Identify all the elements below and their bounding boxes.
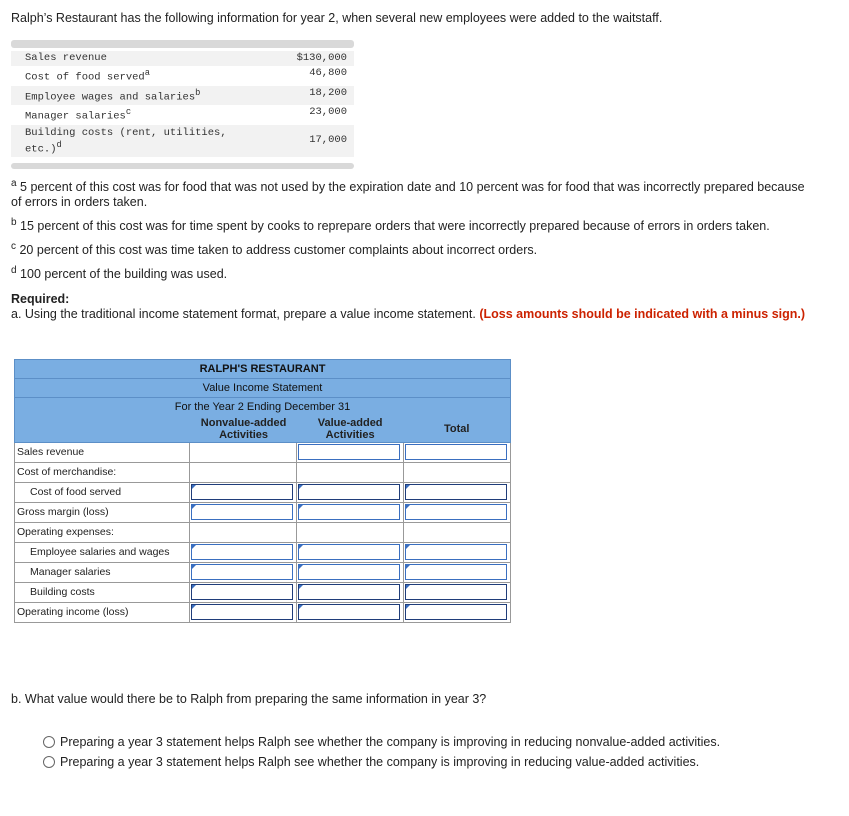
data-row xyxy=(11,105,354,125)
part-a-instruction: a. Using the traditional income statement format, prepare a value income statement. (Loss amounts should be indicated with a minus sign.) xyxy=(11,307,806,321)
employee-wages-value-input[interactable] xyxy=(298,544,400,560)
data-table-top-bar xyxy=(11,40,354,48)
column-headers xyxy=(15,416,510,442)
operating-income-total-input[interactable] xyxy=(405,604,507,620)
value-income-statement xyxy=(14,359,511,623)
data-row-label: Building costs (rent, utilities, etc.)$^d$ xyxy=(25,126,227,155)
data-row-value: $130,000 xyxy=(296,52,347,64)
row-label: Operating expenses: xyxy=(14,523,190,542)
part-b-question: b. What value would there be to Ralph from preparing the same information in year 3? xyxy=(11,692,487,706)
employee-wages-nonvalue-input[interactable] xyxy=(191,544,293,560)
row-label: Manager salaries xyxy=(14,563,190,582)
manager-salaries-total-input[interactable] xyxy=(405,564,507,580)
option-label: Preparing a year 3 statement helps Ralph see whether the company is improving in reducing nonvalue-added activities. xyxy=(60,735,721,749)
table-row xyxy=(14,443,511,463)
gross-margin-nonvalue-input[interactable] xyxy=(191,504,293,520)
data-row-label: Employee wages and salaries$^b$ xyxy=(25,87,201,103)
table-row xyxy=(14,463,511,483)
building-costs-value-input[interactable] xyxy=(298,584,400,600)
building-costs-total-input[interactable] xyxy=(405,584,507,600)
footnote: $^c$ 20 percent of this cost was time taken to address customer complaints about incorrect orders. xyxy=(11,241,538,258)
sales-revenue-value-added-input[interactable] xyxy=(298,444,400,460)
statement-title: Value Income Statement xyxy=(15,379,510,398)
option-nonvalue-added[interactable] xyxy=(43,735,720,749)
operating-income-nonvalue-input[interactable] xyxy=(191,604,293,620)
food-cost-value-input[interactable] xyxy=(298,484,400,500)
radio-button[interactable] xyxy=(43,736,55,748)
option-label: Preparing a year 3 statement helps Ralph see whether the company is improving in reducing value-added activities. xyxy=(60,755,700,769)
part-b-options xyxy=(43,735,720,775)
data-table xyxy=(11,40,354,169)
data-table-bottom-bar xyxy=(11,163,354,169)
table-row xyxy=(14,563,511,583)
row-label: Cost of food served xyxy=(14,483,190,502)
data-row-label: Cost of food served$^a$ xyxy=(25,68,150,84)
statement-period: For the Year 2 Ending December 31 xyxy=(174,401,351,413)
row-label: Cost of merchandise: xyxy=(14,463,190,482)
gross-margin-total-input[interactable] xyxy=(405,504,507,520)
company-name: RALPH'S RESTAURANT xyxy=(15,360,510,379)
radio-button[interactable] xyxy=(43,756,55,768)
manager-salaries-nonvalue-input[interactable] xyxy=(191,564,293,580)
data-row-label: Manager salaries$^c$ xyxy=(25,107,132,123)
data-row-value: 18,200 xyxy=(309,86,347,99)
data-row-value: 46,800 xyxy=(309,67,347,79)
intro-text: Ralph’s Restaurant has the following information for year 2, when several new employees were added to the waitstaff. xyxy=(11,11,663,25)
footnote: $^b$ 15 percent of this cost was for time spent by cooks to reprepare orders that were incorrectly prepared because of errors in orders taken. xyxy=(11,217,770,234)
data-row-label: Sales revenue xyxy=(25,52,107,64)
table-row xyxy=(14,603,511,623)
table-row xyxy=(14,523,511,543)
row-label: Operating income (loss) xyxy=(14,603,190,622)
data-row-value: 17,000 xyxy=(309,134,347,147)
data-row xyxy=(11,86,354,106)
building-costs-nonvalue-input[interactable] xyxy=(191,584,293,600)
food-cost-total-input[interactable] xyxy=(405,484,507,500)
col-nonvalue-added: Nonvalue-added Activities xyxy=(200,417,287,441)
statement-header xyxy=(14,359,511,443)
food-cost-nonvalue-input[interactable] xyxy=(191,484,293,500)
footnote-mark: d xyxy=(56,139,62,150)
option-value-added[interactable] xyxy=(43,755,720,769)
operating-income-value-input[interactable] xyxy=(298,604,400,620)
table-row xyxy=(14,583,511,603)
gross-margin-value-input[interactable] xyxy=(298,504,400,520)
data-row xyxy=(11,51,354,66)
col-value-added: Value-added Activities xyxy=(317,417,383,441)
manager-salaries-value-input[interactable] xyxy=(298,564,400,580)
footnotes xyxy=(11,176,811,288)
data-row xyxy=(11,125,354,158)
data-row xyxy=(11,66,354,86)
footnote: $^d$ 100 percent of the building was used. xyxy=(11,265,228,282)
row-label: Sales revenue xyxy=(14,443,190,462)
employee-wages-total-input[interactable] xyxy=(405,544,507,560)
data-row-value: 23,000 xyxy=(309,106,347,118)
col-total: Total xyxy=(443,423,470,435)
footnote-mark: b xyxy=(195,87,201,98)
required-heading: Required: xyxy=(11,292,70,306)
sales-revenue-total-input[interactable] xyxy=(405,444,507,460)
footnote-mark: c xyxy=(125,107,132,117)
footnote: $^a$ 5 percent of this cost was for food that was not used by the expiration date and 10 percent was for food that was incorrectly prepared because of errors in orders taken. xyxy=(11,178,805,210)
row-label: Employee salaries and wages xyxy=(14,543,190,562)
table-row xyxy=(14,483,511,503)
statement-rows xyxy=(14,443,511,623)
row-label: Gross margin (loss) xyxy=(14,503,190,522)
footnote-mark: a xyxy=(144,68,150,78)
table-row xyxy=(14,503,511,523)
table-row xyxy=(14,543,511,563)
row-label: Building costs xyxy=(14,583,190,602)
loss-note: (Loss amounts should be indicated with a minus sign.) xyxy=(479,307,806,321)
required-section xyxy=(11,292,811,322)
